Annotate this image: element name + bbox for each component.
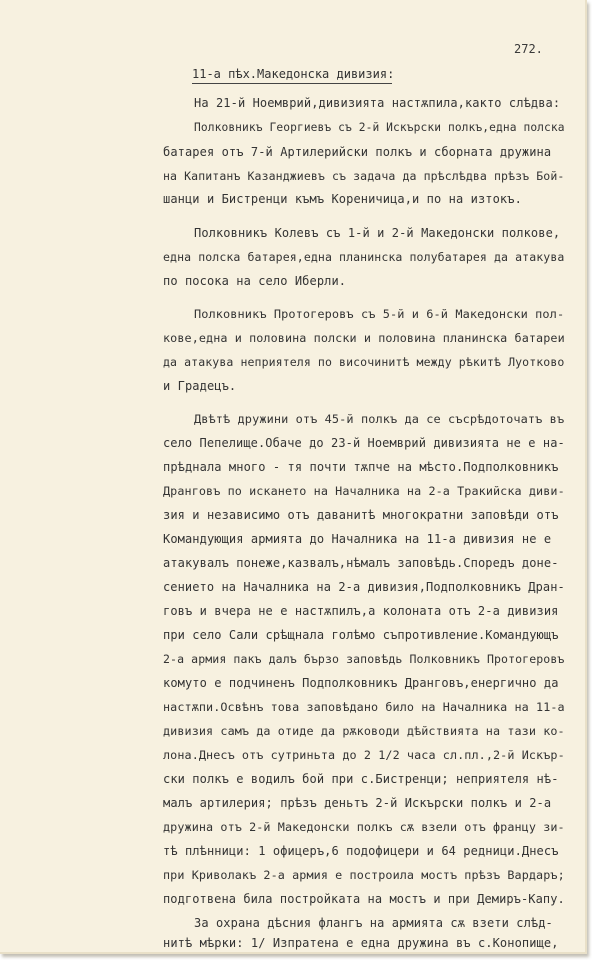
text-line: Полковникъ Протогеровъ съ 5-й и 6-й Македонски пол- xyxy=(194,307,565,321)
heading-underline xyxy=(192,83,392,84)
text-line: село Пепелище.Обаче до 23-й Ноемврий дивизията не е на- xyxy=(163,436,565,450)
text-line: 2-а армия пакъ далъ бързо заповѣдь Полковникъ Протогеровъ xyxy=(163,652,565,666)
text-line: нитѣ мѣрки: 1/ Изпратена е една дружина въ с.Конопище, xyxy=(163,936,559,950)
text-line: На 21-й Ноемврий,дивизията настѫпила,както слѣдва: xyxy=(194,96,561,110)
text-line: малъ артилерия; прѣзъ деньтъ 2-й Искърски полкъ и 2-а xyxy=(163,796,552,810)
text-line: Полковникъ Георгиевъ съ 2-й Искърски полкъ,една полска xyxy=(194,121,565,134)
text-line: Полковникъ Колевъ съ 1-й и 2-й Македонски полкове, xyxy=(194,226,561,240)
text-line: зия и независимо отъ даванитѣ многократни заповѣди отъ xyxy=(163,508,559,522)
text-line: една полска батарея,една планинска полубатарея да атакува xyxy=(163,250,565,264)
text-line: на Капитанъ Казанджиевъ съ задача да прѣслѣдва прѣзъ Бой- xyxy=(163,169,565,183)
text-line: и Градецъ. xyxy=(163,379,237,393)
text-line: батарея отъ 7-й Артилерийски полкъ и сборната дружина xyxy=(163,145,552,159)
text-line: дивизия самъ да отиде да рѫководи дѣйствията на тази ко- xyxy=(163,724,565,738)
text-line: Дранговъ по искането на Началника на 2-а Тракийска диви- xyxy=(163,484,565,498)
text-line: За охрана дѣсния флангъ на армията сѫ взети слѣд- xyxy=(194,916,553,930)
text-line: тѣ плѣнници: 1 офицеръ,6 подофицери и 64 редници.Днесъ xyxy=(163,844,559,858)
text-line: сението на Началника на 2-а дивизия,Подполковникъ Дран- xyxy=(163,580,565,594)
text-line: шанци и Бистренци къмъ Кореничица,и по на изтокъ. xyxy=(163,192,522,206)
text-line: говъ и вчера не е настѫпилъ,а колоната отъ 2-а дивизия xyxy=(163,604,559,618)
text-line: Командующия армията до Началника на 11-а дивизия не е xyxy=(163,532,552,546)
text-line: да атакува неприятеля по височинитѣ между рѣкитѣ Луотково xyxy=(163,355,565,369)
text-line: кове,една и половина полски и половина планинска батареи xyxy=(163,331,565,345)
text-line: дружина отъ 2-й Македонски полкъ сѫ взели отъ францу зи- xyxy=(163,820,565,834)
text-line: при село Сали срѣщнала голѣмо съпротивление.Командующъ xyxy=(163,628,559,642)
text-line: настѫпи.Освѣнъ това заповѣдано било на Началника на 11-а xyxy=(163,700,565,714)
text-line: по посока на село Иберли. xyxy=(163,274,347,288)
text-line: комуто е подчиненъ Подполковникъ Дранговъ,енергично да xyxy=(163,676,559,690)
text-line: лона.Днесъ отъ сутриньта до 2 1/2 часа сл.пл.,2-й Искър- xyxy=(163,748,565,762)
text-line: ски полкъ е водилъ бой при с.Бистренци; неприятеля нѣ- xyxy=(163,772,559,786)
page-number: 272. xyxy=(514,42,543,56)
text-line: при Криволакъ 2-а армия е построила мостъ прѣзъ Вардаръ; xyxy=(163,868,565,882)
text-line: прѣднала много - тя почти тѫпче на мѣсто.Подполковникъ xyxy=(163,460,559,474)
section-heading: 11-а пѣх.Македонска дивизия: xyxy=(192,67,395,81)
text-line: атакувалъ понеже,казвалъ,нѣмалъ заповѣдь.Споредъ доне- xyxy=(163,556,559,570)
text-line: подготвена била постройката на мостъ и при Демиръ-Капу. xyxy=(163,892,565,906)
text-line: Двѣтѣ дружини отъ 45-й полкъ да се съсрѣдоточатъ въ xyxy=(194,412,565,426)
